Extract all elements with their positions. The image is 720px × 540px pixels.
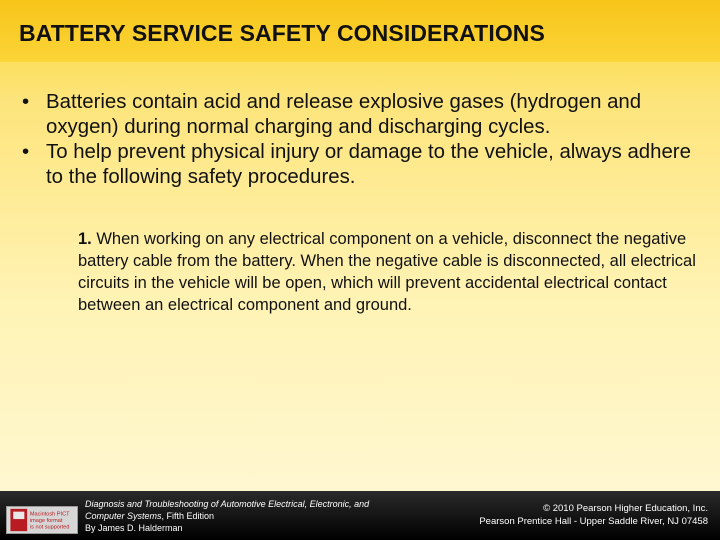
logo-line-1: Macintosh PICT (29, 511, 70, 518)
step-text: When working on any electrical component on a vehicle, disconnect the negative battery cable from the battery. When the negative cable is disconnected, all electrical circuits in the vehicle will be open, which will prevent accidental electrical contact between an electrical component and ground. (78, 230, 696, 314)
step-number: 1. (78, 230, 92, 248)
slide-title: BATTERY SERVICE SAFETY CONSIDERATIONS (19, 20, 545, 46)
bullet-marker: • (22, 91, 30, 113)
book-title: Diagnosis and Troubleshooting of Automotive Electrical, Electronic, and Computer Systems (85, 499, 370, 521)
logo-line-2: image format (29, 517, 63, 524)
title-bar (0, 0, 720, 62)
image-placeholder-icon (7, 507, 77, 533)
copyright-block (408, 503, 708, 528)
book-edition: , Fifth Edition (161, 511, 215, 521)
publisher-text: Pearson Prentice Hall - Upper Saddle River, NJ 07458 (479, 515, 708, 527)
logo-line-3: is not supported (29, 524, 70, 531)
procedure-step (78, 228, 698, 316)
bullet-text: To help prevent physical injury or damage to the vehicle, always adhere to the following safety procedures. (46, 141, 691, 188)
book-author: By James D. Halderman (85, 523, 183, 533)
bullet-item (22, 90, 712, 139)
bullet-marker: • (22, 141, 30, 163)
bullet-list (22, 90, 712, 190)
unsupported-image-placeholder (6, 506, 78, 534)
bullet-item (22, 140, 712, 189)
bullet-text: Batteries contain acid and release explosive gases (hydrogen and oxygen) during normal charging and discharging cycles. (46, 91, 642, 138)
book-citation (85, 498, 375, 534)
copyright-text: © 2010 Pearson Higher Education, Inc. (543, 503, 708, 514)
